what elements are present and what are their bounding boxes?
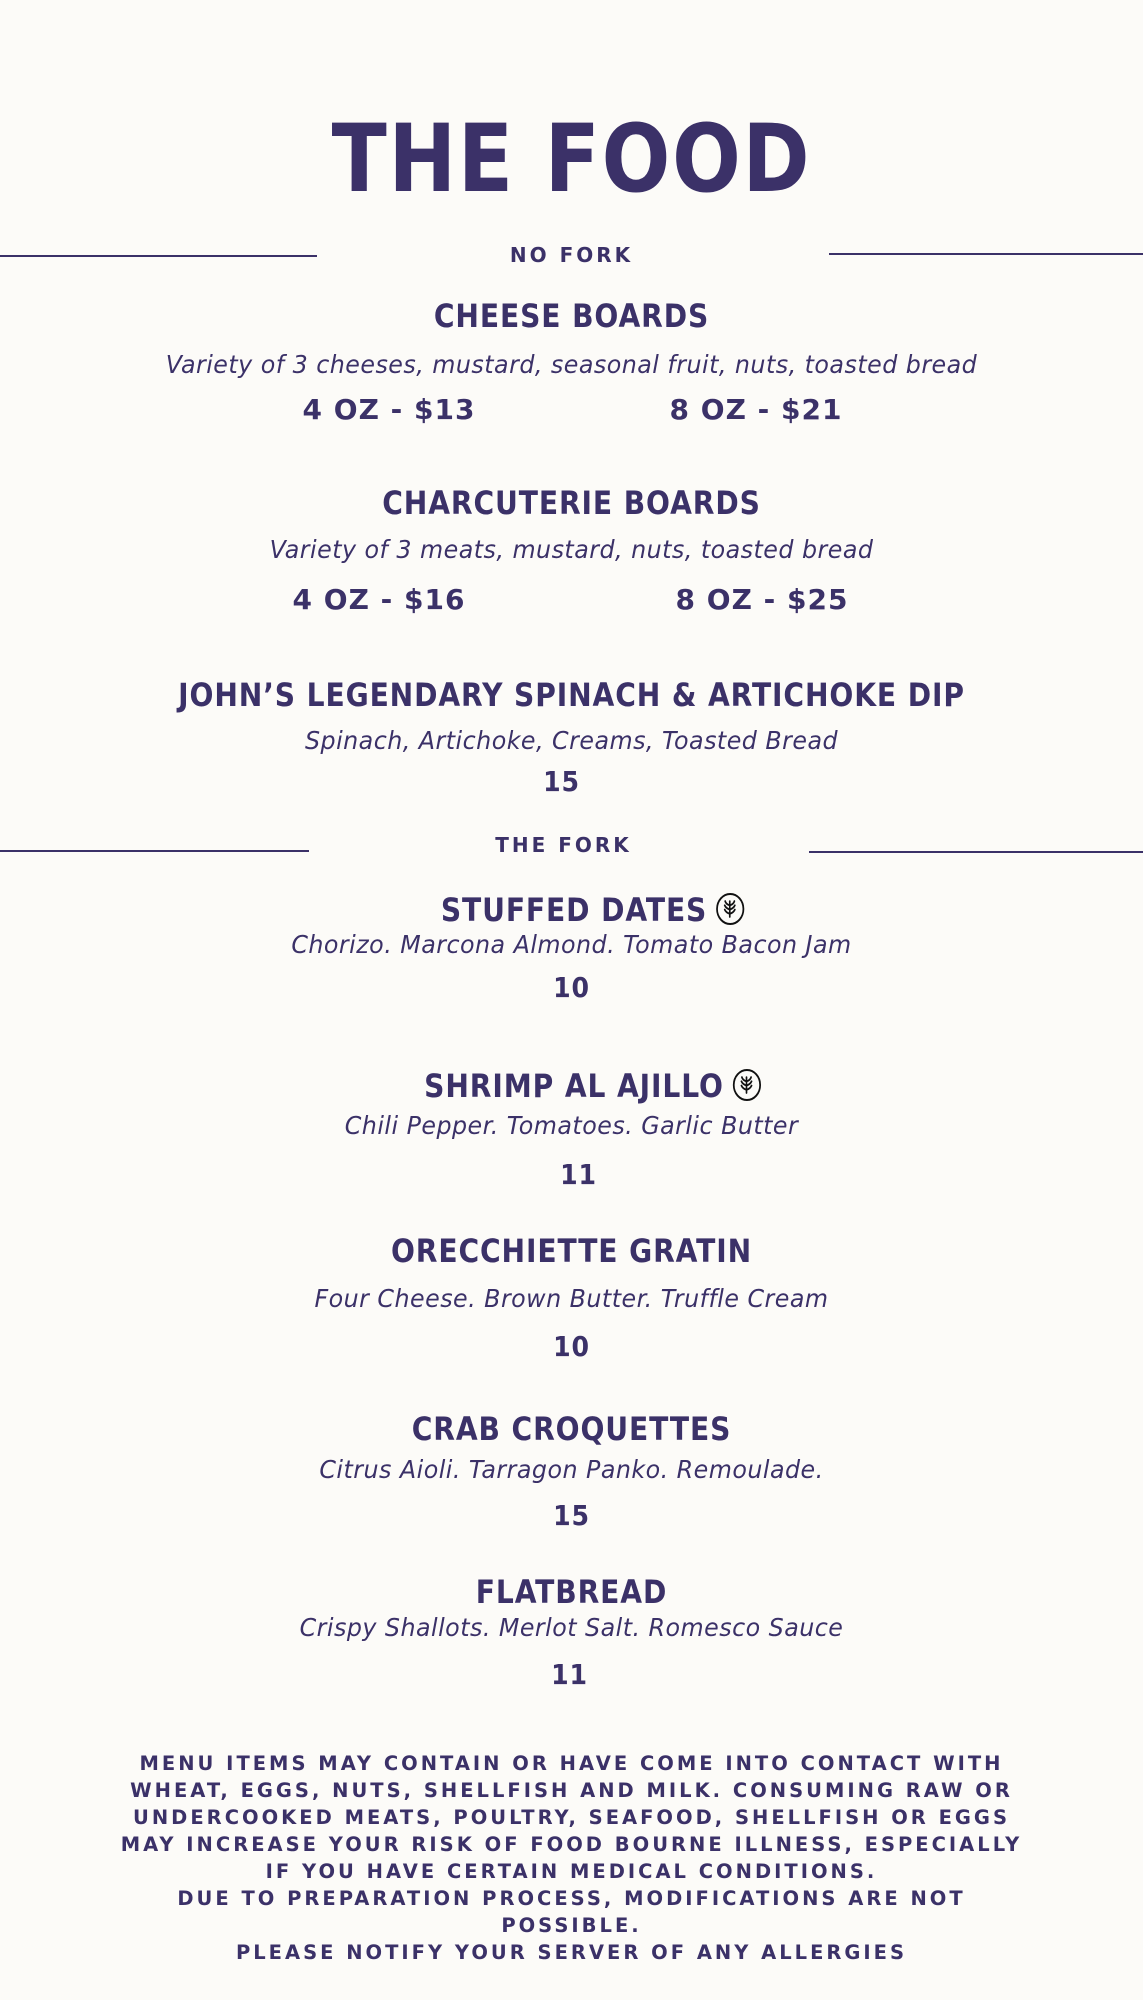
section-label-the-fork: THE FORK <box>495 833 632 857</box>
item-name-stuffed-dates: STUFFED DATES <box>440 891 708 929</box>
gluten-free-icon <box>716 893 744 925</box>
price-cheese-boards-small: 4 OZ - $13 <box>302 393 476 426</box>
item-name-crab-croquettes: CRAB CROQUETTES <box>411 1410 732 1448</box>
item-desc-cheese-boards: Variety of 3 cheeses, mustard, seasonal fruit, nuts, toasted bread <box>165 350 978 379</box>
item-name-charcuterie-boards: CHARCUTERIE BOARDS <box>382 484 761 522</box>
allergy-disclaimer <box>0 1750 1143 1966</box>
price-spinach-dip: 15 <box>543 765 580 798</box>
price-flatbread: 11 <box>551 1658 588 1691</box>
item-desc-charcuterie-boards: Variety of 3 meats, mustard, nuts, toasted bread <box>269 535 874 564</box>
item-desc-flatbread: Crispy Shallots. Merlot Salt. Romesco Sauce <box>299 1613 844 1642</box>
price-charcuterie-boards-small: 4 OZ - $16 <box>292 583 466 616</box>
item-row-shrimp-al-ajillo <box>90 1066 1096 1106</box>
item-name-orecchiette-gratin: ORECCHIETTE GRATIN <box>390 1232 753 1270</box>
disclaimer-line: UNDERCOOKED MEATS, POULTRY, SEAFOOD, SHELLFISH OR EGGS <box>133 1806 1010 1829</box>
item-name-flatbread: FLATBREAD <box>475 1573 668 1611</box>
disclaimer-line: PLEASE NOTIFY YOUR SERVER OF ANY ALLERGIES <box>235 1941 908 1964</box>
menu-title: THE FOOD <box>331 105 812 214</box>
item-name-spinach-dip: JOHN’S LEGENDARY SPINACH & ARTICHOKE DIP <box>178 676 965 714</box>
price-stuffed-dates: 10 <box>553 971 590 1004</box>
item-desc-shrimp-al-ajillo: Chili Pepper. Tomatoes. Garlic Butter <box>344 1111 799 1140</box>
item-name-cheese-boards: CHEESE BOARDS <box>433 297 710 335</box>
item-row-stuffed-dates <box>90 890 1096 930</box>
item-desc-orecchiette-gratin: Four Cheese. Brown Butter. Truffle Cream <box>314 1284 829 1313</box>
disclaimer-line: POSSIBLE. <box>501 1914 642 1937</box>
disclaimer-line: IF YOU HAVE CERTAIN MEDICAL CONDITIONS. <box>265 1860 878 1883</box>
price-charcuterie-boards-large: 8 OZ - $25 <box>675 583 849 616</box>
disclaimer-line: MAY INCREASE YOUR RISK OF FOOD BOURNE ILLNESS, ESPECIALLY <box>120 1833 1023 1856</box>
item-name-shrimp-al-ajillo: SHRIMP AL AJILLO <box>424 1067 724 1105</box>
price-orecchiette-gratin: 10 <box>553 1330 590 1363</box>
price-cheese-boards-large: 8 OZ - $21 <box>669 393 843 426</box>
price-shrimp-al-ajillo: 11 <box>560 1158 597 1191</box>
disclaimer-line: WHEAT, EGGS, NUTS, SHELLFISH AND MILK. CONSUMING RAW OR <box>130 1779 1013 1802</box>
gluten-free-icon <box>733 1069 761 1101</box>
item-desc-stuffed-dates: Chorizo. Marcona Almond. Tomato Bacon Jam <box>291 930 852 959</box>
disclaimer-line: DUE TO PREPARATION PROCESS, MODIFICATIONS ARE NOT <box>177 1887 966 1910</box>
disclaimer-line: MENU ITEMS MAY CONTAIN OR HAVE COME INTO CONTACT WITH <box>139 1752 1004 1775</box>
price-crab-croquettes: 15 <box>553 1499 590 1532</box>
section-label-no-fork: NO FORK <box>509 243 634 267</box>
item-desc-crab-croquettes: Citrus Aioli. Tarragon Panko. Remoulade. <box>319 1455 824 1484</box>
item-desc-spinach-dip: Spinach, Artichoke, Creams, Toasted Bread <box>304 726 839 755</box>
